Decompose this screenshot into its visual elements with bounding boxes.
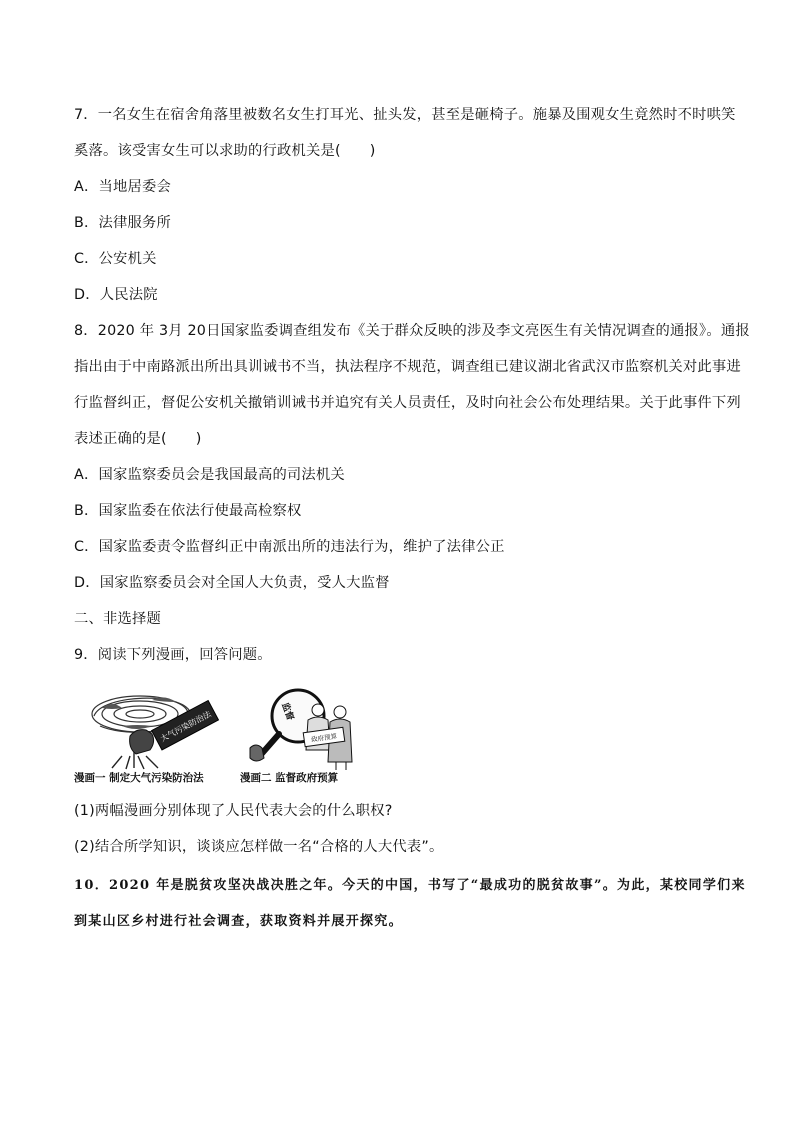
comic-two-document-text: 政府预算 xyxy=(310,732,338,744)
comic-two-caption: 漫画二 监督政府预算 xyxy=(240,772,339,784)
comic-one-sign-text: 大气污染防治法 xyxy=(158,709,213,744)
comic-two-image xyxy=(236,686,386,770)
q8-stem-line3: 行监督纠正，督促公安机关撤销训诫书并追究有关人员责任，及时向社会公布处理结果。关于此事件下列 xyxy=(74,395,741,411)
q8-stem-line1: 8．2020 年 3月 20日国家监委调查组发布《关于群众反映的涉及李文亮医生有关情况调查的通报》。通报 xyxy=(74,323,750,339)
comic-two-glass-text: 监督 xyxy=(279,701,295,722)
q9-sub-question-2: (2)结合所学知识，谈谈应怎样做一名“合格的人大代表”。 xyxy=(74,839,444,855)
q10-stem-line1: 10．2020 年是脱贫攻坚决战决胜之年。今天的中国，书写了“最成功的脱贫故事”。为此，某校同学们来 xyxy=(74,878,746,893)
q8-stem-line2: 指出由于中南路派出所出具训诫书不当，执法程序不规范，调查组已建议湖北省武汉市监察机关对此事进 xyxy=(74,359,741,375)
q8-option-a: A．国家监察委员会是我国最高的司法机关 xyxy=(74,467,345,483)
q9-sub-question-1: (1)两幅漫画分别体现了人民代表大会的什么职权? xyxy=(74,803,393,819)
q7-option-b: B．法律服务所 xyxy=(74,215,171,231)
q9-stem: 9．阅读下列漫画，回答问题。 xyxy=(74,647,272,663)
q8-stem-line4: 表述正确的是( ) xyxy=(74,431,202,447)
q10-stem-line2: 到某山区乡村进行社会调查，获取资料并展开探究。 xyxy=(74,914,403,929)
comic-one-caption: 漫画一 制定大气污染防治法 xyxy=(74,772,204,784)
q7-stem-line1: 7．一名女生在宿舍角落里被数名女生打耳光、扯头发，甚至是砸椅子。施暴及围观女生竟然时不时哄笑 xyxy=(74,107,736,123)
q7-stem-line2: 奚落。该受害女生可以求助的行政机关是( ) xyxy=(74,143,376,159)
q7-option-c: C．公安机关 xyxy=(74,251,157,267)
q7-option-a: A．当地居委会 xyxy=(74,179,171,195)
q8-option-d: D．国家监察委员会对全国人大负责，受人大监督 xyxy=(74,575,390,591)
q7-option-d: D．人民法院 xyxy=(74,287,158,303)
q8-option-c: C．国家监委责令监督纠正中南派出所的违法行为，维护了法律公正 xyxy=(74,539,505,555)
q8-option-b: B．国家监委在依法行使最高检察权 xyxy=(74,503,302,519)
comic-one-image xyxy=(82,686,232,770)
section-heading: 二、非选择题 xyxy=(74,611,161,627)
